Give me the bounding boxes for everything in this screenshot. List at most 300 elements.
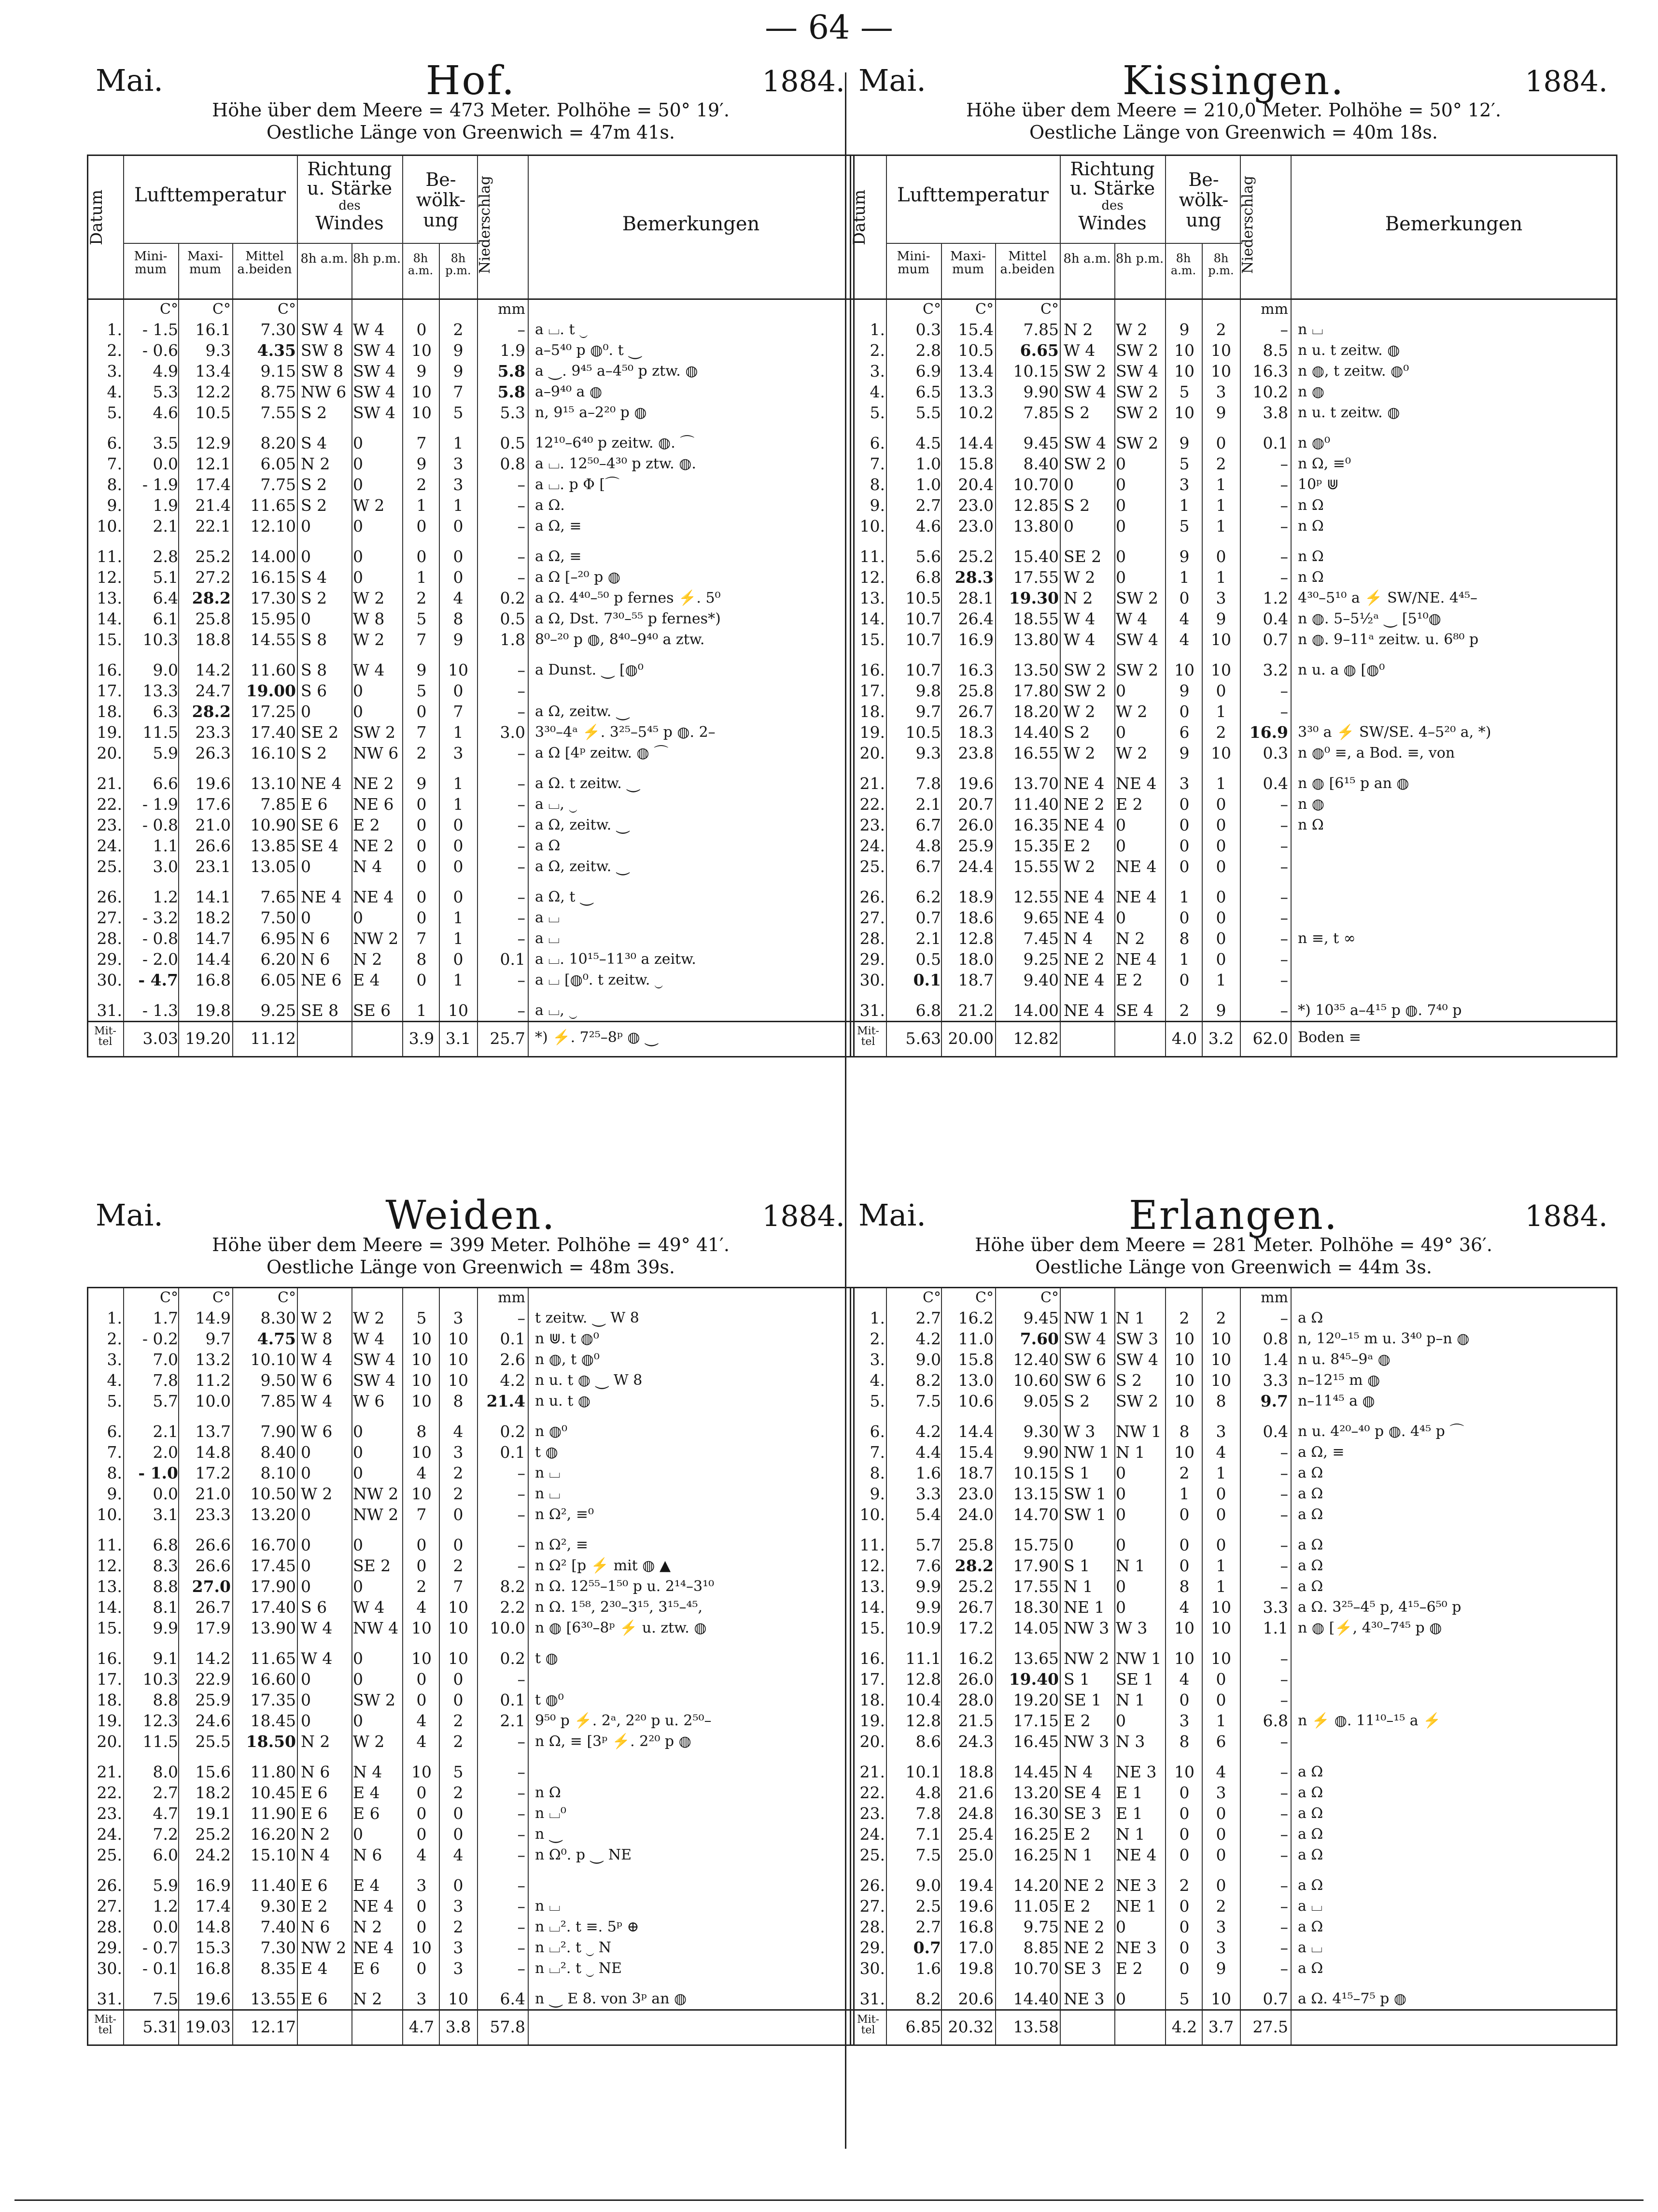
mittel-cell: 9.40 — [1023, 971, 1059, 989]
mittel-cell: 17.80 — [1013, 681, 1059, 700]
mittel-cell: 8.30 — [260, 1309, 296, 1327]
maximum-cell: 13.3 — [958, 382, 994, 401]
day-cell: 20. — [859, 1732, 885, 1751]
table-row — [851, 1669, 1616, 1690]
mittel-value: 3.8 — [445, 2017, 471, 2036]
wind-am-cell: 0 — [301, 1577, 311, 1596]
wind-pm-cell: SW 4 — [353, 382, 396, 401]
cloud-am-cell: 0 — [416, 1959, 427, 1978]
precip-cell: – — [1280, 496, 1288, 515]
minimum-cell: 0.7 — [913, 1938, 941, 1957]
maximum-cell: 25.8 — [958, 681, 994, 700]
table-row — [88, 722, 853, 743]
remark-cell: a Ω [–²⁰ p ◍ — [535, 569, 621, 586]
minimum-cell: 11.1 — [905, 1649, 941, 1668]
wind-pm-cell: W 2 — [1116, 702, 1148, 721]
cloud-pm-cell: 2 — [1216, 320, 1226, 339]
remark-cell: n ⏝ E 8. von 3ᵖ an ◍ — [535, 1990, 687, 2007]
cloud-am-cell: 4 — [416, 1846, 427, 1864]
day-cell: 3. — [870, 1350, 885, 1369]
mittel-cell: 17.90 — [1013, 1556, 1059, 1575]
table-row — [851, 794, 1616, 815]
wind-am-cell: N 2 — [301, 454, 330, 473]
mittel-cell: 15.10 — [250, 1846, 296, 1864]
table-row — [88, 1958, 853, 1979]
table-row — [88, 361, 853, 381]
mittel-value: 5.31 — [142, 2017, 178, 2036]
column-rule — [178, 300, 179, 1021]
cloud-am-cell: 7 — [416, 1505, 427, 1524]
cloud-am-cell: 7 — [416, 434, 427, 452]
mittel-cell: 8.40 — [260, 1443, 296, 1462]
wind-header-l1: Richtung — [307, 158, 392, 180]
day-cell: 28. — [859, 1917, 885, 1936]
table-row — [88, 949, 853, 970]
row-spacer — [851, 423, 1616, 433]
minimum-cell: 9.9 — [915, 1577, 941, 1596]
maximum-cell: 16.8 — [195, 1959, 231, 1978]
cloud-pm-cell: 3 — [1216, 1783, 1226, 1802]
wind-am-cell: N 4 — [1064, 1762, 1093, 1781]
mittel-value: 25.7 — [490, 1029, 525, 1048]
day-cell: 7. — [870, 1443, 885, 1462]
minimum-cell: 7.6 — [915, 1556, 941, 1575]
cloud-pm-cell: 10 — [1211, 1989, 1231, 2008]
maximum-cell: 26.6 — [195, 836, 231, 855]
column-rule — [297, 300, 298, 1021]
wind-pm-cell: NE 2 — [353, 836, 394, 855]
wind-pm-cell: 0 — [1116, 517, 1126, 535]
cloud-am-cell: 0 — [1179, 1556, 1190, 1575]
minimum-cell: 0.0 — [153, 1484, 178, 1503]
cloud-pm-cell: 0 — [1216, 1846, 1226, 1864]
minimum-cell: - 0.1 — [142, 1959, 178, 1978]
table-row — [851, 1845, 1616, 1865]
wind-pm-cell: NE 4 — [353, 1897, 394, 1916]
minimum-cell: 5.9 — [153, 1876, 178, 1895]
precip-cell: – — [1280, 1484, 1288, 1503]
cloud-am-cell: 0 — [416, 1670, 427, 1689]
wind-pm-cell: W 2 — [353, 630, 385, 649]
wind-pm-cell: 0 — [1116, 1484, 1126, 1503]
table-row — [851, 722, 1616, 743]
remark-cell: n ◍⁰ ≡, a Bod. ≡, von — [1298, 745, 1455, 761]
table-row — [88, 629, 853, 650]
cloud-pm-cell: 2 — [1216, 1309, 1226, 1327]
wind-am-cell: NE 4 — [1064, 888, 1105, 906]
day-cell: 18. — [859, 702, 885, 721]
remark-cell: a ⌴, ⏝ — [535, 1002, 577, 1019]
wind-am-header: 8h a.m. — [300, 252, 348, 266]
table-row — [851, 743, 1616, 763]
minimum-cell: 11.5 — [142, 1732, 178, 1751]
cloud-am-header: 8h a.m. — [1170, 252, 1196, 278]
mittel-cell: 13.20 — [1013, 1783, 1059, 1802]
cloud-pm-cell: 2 — [453, 1556, 464, 1575]
mittel-cell: 10.60 — [1013, 1371, 1059, 1390]
wind-pm-cell: 0 — [1116, 475, 1126, 494]
minimum-cell: 4.6 — [915, 517, 941, 535]
mittel-cell: 13.65 — [1013, 1649, 1059, 1668]
minimum-cell: 9.9 — [153, 1619, 178, 1637]
table-row — [851, 1896, 1616, 1916]
remark-cell: n ⌴². t ⏝ N — [535, 1939, 611, 1956]
minimum-cell: 2.8 — [153, 547, 178, 566]
wind-am-cell: 0 — [301, 1670, 311, 1689]
wind-pm-cell: SE 4 — [1116, 1001, 1154, 1020]
wind-pm-cell: NE 4 — [1116, 774, 1157, 793]
table-row — [851, 516, 1616, 536]
mittel-cell: 16.15 — [250, 568, 296, 587]
maximum-cell: 25.0 — [958, 1846, 994, 1864]
wind-pm-cell: SW 4 — [1116, 1350, 1159, 1369]
cloud-pm-cell: 10 — [1211, 661, 1231, 679]
mittel-cell: 4.35 — [257, 341, 296, 360]
observation-table — [87, 1287, 855, 2046]
maximum-cell: 10.6 — [958, 1392, 994, 1410]
minimum-cell: 5.7 — [153, 1392, 178, 1410]
cloud-am-cell: 6 — [1179, 723, 1190, 742]
day-cell: 21. — [97, 774, 122, 793]
table-row — [851, 1576, 1616, 1597]
remark-cell: a Ω — [1298, 1485, 1323, 1502]
observation-table — [850, 1287, 1617, 2046]
minimum-cell: 8.1 — [153, 1598, 178, 1617]
wind-pm-cell: W 6 — [353, 1392, 385, 1410]
cloud-am-cell: 1 — [1179, 496, 1190, 515]
cloud-am-cell: 2 — [1179, 1309, 1190, 1327]
wind-am-cell: W 2 — [301, 1309, 333, 1327]
precip-cell: 9.7 — [1260, 1392, 1288, 1410]
table-row — [851, 340, 1616, 361]
table-row — [88, 1504, 853, 1525]
day-cell: 11. — [859, 547, 885, 566]
maximum-cell: 12.8 — [958, 929, 994, 948]
mittel-value: 12.17 — [250, 2017, 296, 2036]
minimum-cell: 11.5 — [142, 723, 178, 742]
minimum-cell: 3.3 — [915, 1484, 941, 1503]
precip-cell: 8.5 — [1263, 341, 1288, 360]
mittel-cell: 8.40 — [1023, 454, 1059, 473]
maximum-cell: 11.0 — [958, 1329, 994, 1348]
maximum-cell: 26.0 — [958, 1670, 994, 1689]
cloud-am-cell: 9 — [1179, 434, 1190, 452]
precip-cell: – — [517, 1505, 525, 1524]
cloud-am-cell: 0 — [416, 1897, 427, 1916]
precip-cell: – — [517, 547, 525, 566]
table-row — [88, 680, 853, 701]
precip-cell: – — [517, 475, 525, 494]
day-cell: 27. — [97, 908, 122, 927]
mittel-cell: 10.15 — [1013, 362, 1059, 380]
minimum-cell: 8.8 — [153, 1691, 178, 1709]
wind-am-cell: 0 — [301, 1536, 311, 1554]
mittel-cell: 6.05 — [260, 971, 296, 989]
wind-pm-cell: 0 — [353, 1711, 363, 1730]
wind-pm-cell: NE 4 — [353, 1938, 394, 1957]
station-longitude-line: Oestliche Länge von Greenwich = 40m 18s. — [1029, 122, 1438, 143]
maximum-cell: 17.2 — [195, 1464, 231, 1482]
mittel-cell: 17.55 — [1013, 568, 1059, 587]
mittel-cell: 17.40 — [250, 1598, 296, 1617]
precip-cell: – — [1280, 1505, 1288, 1524]
cloud-pm-cell: 10 — [1211, 1350, 1231, 1369]
column-rule — [123, 1022, 124, 1056]
wind-pm-cell: NE 3 — [1116, 1876, 1157, 1895]
maximum-cell: 19.6 — [958, 774, 994, 793]
wind-pm-cell: 0 — [1116, 836, 1126, 855]
column-rule — [1202, 243, 1203, 298]
wind-am-cell: E 4 — [301, 1959, 328, 1978]
cloud-pm-cell: 10 — [448, 1371, 468, 1390]
precip-cell: – — [517, 857, 525, 876]
minimum-cell: 6.8 — [153, 1536, 178, 1554]
table-row — [88, 1618, 853, 1638]
precip-cell: – — [1280, 857, 1288, 876]
column-rule — [886, 2011, 887, 2044]
wind-pm-cell: W 4 — [1116, 609, 1148, 628]
unit-row — [851, 1288, 1616, 1308]
row-spacer — [851, 536, 1616, 546]
column-rule — [232, 2011, 233, 2044]
day-cell: 6. — [870, 434, 885, 452]
precip-cell: – — [517, 1309, 525, 1327]
maximum-cell: 15.3 — [195, 1938, 231, 1957]
mittel-cell: 18.30 — [1013, 1598, 1059, 1617]
cloud-pm-cell: 0 — [1216, 929, 1226, 948]
cloud-am-cell: 7 — [416, 723, 427, 742]
table-row — [88, 1535, 853, 1555]
wind-am-cell: N 2 — [1064, 589, 1093, 607]
month-label: Mai. — [96, 63, 163, 98]
cloud-am-cell: 4 — [416, 1598, 427, 1617]
wind-am-cell: S 2 — [301, 403, 327, 422]
table-row — [851, 970, 1616, 990]
wind-am-cell: N 2 — [301, 1732, 330, 1751]
remark-cell: a Ω [4ᵖ zeitw. ◍ ⌒ — [535, 745, 669, 761]
precip-cell: – — [517, 1959, 525, 1978]
precip-cell: 0.5 — [500, 609, 525, 628]
wind-pm-cell: 0 — [353, 702, 363, 721]
minimum-cell: 2.7 — [915, 496, 941, 515]
table-row — [851, 1463, 1616, 1483]
wind-pm-cell: NE 4 — [1116, 857, 1157, 876]
wind-pm-cell: W 3 — [1116, 1619, 1148, 1637]
day-cell: 28. — [97, 929, 122, 948]
minimum-cell: 0.3 — [915, 320, 941, 339]
wind-am-cell: SW 6 — [1064, 1371, 1107, 1390]
wind-am-cell: E 6 — [301, 1989, 328, 2008]
cloud-pm-cell: 4 — [453, 1846, 464, 1864]
remark-cell: a Ω — [1298, 1506, 1323, 1523]
maximum-cell: 28.2 — [192, 702, 231, 721]
minimum-cell: 1.0 — [915, 454, 941, 473]
row-spacer — [851, 1638, 1616, 1648]
cloud-am-cell: 0 — [416, 1691, 427, 1709]
row-spacer — [851, 1979, 1616, 1988]
cloud-pm-cell: 10 — [1211, 341, 1231, 360]
precip-cell: – — [1280, 568, 1288, 587]
minimum-cell: 8.6 — [915, 1732, 941, 1751]
column-rule — [1202, 1022, 1203, 1056]
cloud-pm-cell: 1 — [453, 434, 464, 452]
minimum-cell: 4.4 — [915, 1443, 941, 1462]
station-altitude-line: Höhe über dem Meere = 473 Meter. Polhöhe = 50° 19′. — [212, 99, 730, 121]
maximum-cell: 21.0 — [195, 816, 231, 834]
wind-pm-cell: NW 4 — [353, 1619, 399, 1637]
wind-pm-cell: 0 — [1116, 1577, 1126, 1596]
minimum-cell: 10.1 — [905, 1762, 941, 1781]
minimum-cell: 1.2 — [153, 1897, 178, 1916]
minimum-cell: 7.5 — [153, 1989, 178, 2008]
cloud-am-cell: 0 — [1179, 1783, 1190, 1802]
remark-cell: a Ω — [1298, 1877, 1323, 1894]
precip-cell: 1.2 — [1263, 589, 1288, 607]
minimum-cell: - 4.7 — [138, 971, 178, 989]
cloud-am-cell: 5 — [1179, 454, 1190, 473]
mittel-value: 6.85 — [905, 2017, 941, 2036]
maximum-cell: 18.8 — [958, 1762, 994, 1781]
cloud-pm-cell: 8 — [453, 1392, 464, 1410]
day-cell: 9. — [870, 496, 885, 515]
cloud-pm-cell: 10 — [1211, 1371, 1231, 1390]
cloud-pm-cell: 9 — [453, 630, 464, 649]
cloud-am-cell: 10 — [411, 382, 432, 401]
wind-am-cell: W 8 — [301, 1329, 333, 1348]
table-row — [851, 1690, 1616, 1710]
mittel-cell: 16.30 — [1013, 1804, 1059, 1823]
precip-cell: – — [1280, 1309, 1288, 1327]
station-longitude-line: Oestliche Länge von Greenwich = 48m 39s. — [266, 1256, 675, 1278]
maximum-cell: 25.2 — [195, 1825, 231, 1844]
column-rule — [439, 300, 440, 1021]
mittel-cell: 14.20 — [1013, 1876, 1059, 1895]
cloud-pm-cell: 0 — [1216, 816, 1226, 834]
mittel-cell: 17.30 — [250, 589, 296, 607]
cloud-am-cell: 2 — [1179, 1876, 1190, 1895]
mittel-cell: 6.65 — [1020, 341, 1059, 360]
cloud-pm-cell: 2 — [453, 1732, 464, 1751]
maximum-cell: 15.6 — [195, 1762, 231, 1781]
minimum-cell: - 0.6 — [142, 341, 178, 360]
mittel-cell: 7.85 — [260, 795, 296, 814]
station-header — [850, 1193, 1617, 1280]
precip-cell: – — [517, 929, 525, 948]
cloud-am-cell: 0 — [416, 1917, 427, 1936]
day-cell: 10. — [859, 1505, 885, 1524]
day-cell: 23. — [859, 1804, 885, 1823]
wind-pm-cell: 0 — [353, 1577, 363, 1596]
table-row — [851, 319, 1616, 340]
day-cell: 20. — [859, 744, 885, 762]
table-row — [851, 773, 1616, 794]
observation-table — [87, 155, 855, 1057]
maximum-cell: 22.1 — [195, 517, 231, 535]
maximum-cell: 17.4 — [195, 1897, 231, 1916]
precip-cell: – — [1280, 1556, 1288, 1575]
remark-cell: n–12¹⁵ m ◍ — [1298, 1372, 1380, 1389]
remark-cell: n Ω — [535, 1784, 561, 1801]
cloud-pm-cell: 0 — [1216, 1825, 1226, 1844]
remark-cell: a Dunst. ⏝ [◍⁰ — [535, 662, 644, 678]
cloud-pm-cell: 3 — [453, 1309, 464, 1327]
wind-am-cell: SW 8 — [301, 362, 344, 380]
day-cell: 22. — [97, 795, 122, 814]
minimum-cell: 0.0 — [153, 1917, 178, 1936]
mittel-cell: 9.75 — [1023, 1917, 1059, 1936]
day-cell: 4. — [107, 1371, 122, 1390]
remark-cell: n ◍ [6³⁰–8ᵖ ⚡ u. ztw. ◍ — [535, 1620, 707, 1636]
precip-cell: – — [1280, 517, 1288, 535]
column-rule — [477, 1022, 478, 1056]
cloud-am-cell: 0 — [1179, 1804, 1190, 1823]
minimum-cell: 3.5 — [153, 434, 178, 452]
precip-cell: – — [517, 1783, 525, 1802]
mittel-header: Mittel a.beiden — [237, 249, 292, 277]
wind-am-cell: SE 1 — [1064, 1691, 1102, 1709]
maximum-cell: 17.6 — [195, 795, 231, 814]
cloud-am-cell: 0 — [416, 857, 427, 876]
day-cell: 14. — [859, 609, 885, 628]
column-rule — [402, 2011, 403, 2044]
cloud-pm-cell: 3 — [453, 454, 464, 473]
cloud-am-cell: 10 — [411, 1649, 432, 1668]
wind-pm-cell: 0 — [353, 908, 363, 927]
wind-am-cell: W 6 — [301, 1422, 333, 1441]
wind-am-cell: N 6 — [301, 950, 330, 969]
column-rule — [995, 2011, 996, 2044]
maximum-cell: 28.3 — [955, 568, 994, 587]
wind-am-cell: SE 4 — [301, 836, 339, 855]
unit-label: C° — [160, 301, 178, 318]
cloud-am-cell: 5 — [416, 1309, 427, 1327]
wind-am-cell: S 2 — [301, 744, 327, 762]
day-cell: 12. — [97, 568, 122, 587]
maximum-cell: 25.4 — [958, 1825, 994, 1844]
precip-cell: – — [517, 816, 525, 834]
wind-am-cell: E 6 — [301, 1804, 328, 1823]
wind-pm-cell: N 3 — [1116, 1732, 1145, 1751]
table-row — [88, 743, 853, 763]
remark-cell: 9⁵⁰ p ⚡. 2ᵃ, 2²⁰ p u. 2⁵⁰– — [535, 1712, 712, 1729]
day-cell: 6. — [870, 1422, 885, 1441]
cloud-pm-cell: 0 — [453, 1505, 464, 1524]
maximum-cell: 15.4 — [958, 320, 994, 339]
precip-cell: 0.5 — [500, 434, 525, 452]
minimum-cell: 5.1 — [153, 568, 178, 587]
wind-am-cell: N 2 — [1064, 320, 1093, 339]
wind-pm-cell: W 2 — [1116, 744, 1148, 762]
mittel-cell: 13.50 — [1013, 661, 1059, 679]
mittel-value: 11.12 — [250, 1029, 296, 1048]
maximum-cell: 18.7 — [958, 1464, 994, 1482]
maximum-cell: 17.4 — [195, 475, 231, 494]
table-row — [851, 660, 1616, 680]
wind-pm-cell: N 4 — [353, 857, 382, 876]
table-row — [851, 1803, 1616, 1824]
cloud-am-cell: 4 — [1179, 1670, 1190, 1689]
precip-cell: – — [517, 1804, 525, 1823]
mittel-cell: 11.65 — [250, 1649, 296, 1668]
cloud-am-cell: 0 — [1179, 1897, 1190, 1916]
cloud-pm-cell: 1 — [1216, 971, 1226, 989]
cloud-am-cell: 8 — [1179, 929, 1190, 948]
precip-cell: – — [517, 795, 525, 814]
maximum-cell: 13.0 — [958, 1371, 994, 1390]
cloud-pm-cell: 4 — [453, 1422, 464, 1441]
day-cell: 24. — [97, 836, 122, 855]
table-row — [88, 1391, 853, 1411]
